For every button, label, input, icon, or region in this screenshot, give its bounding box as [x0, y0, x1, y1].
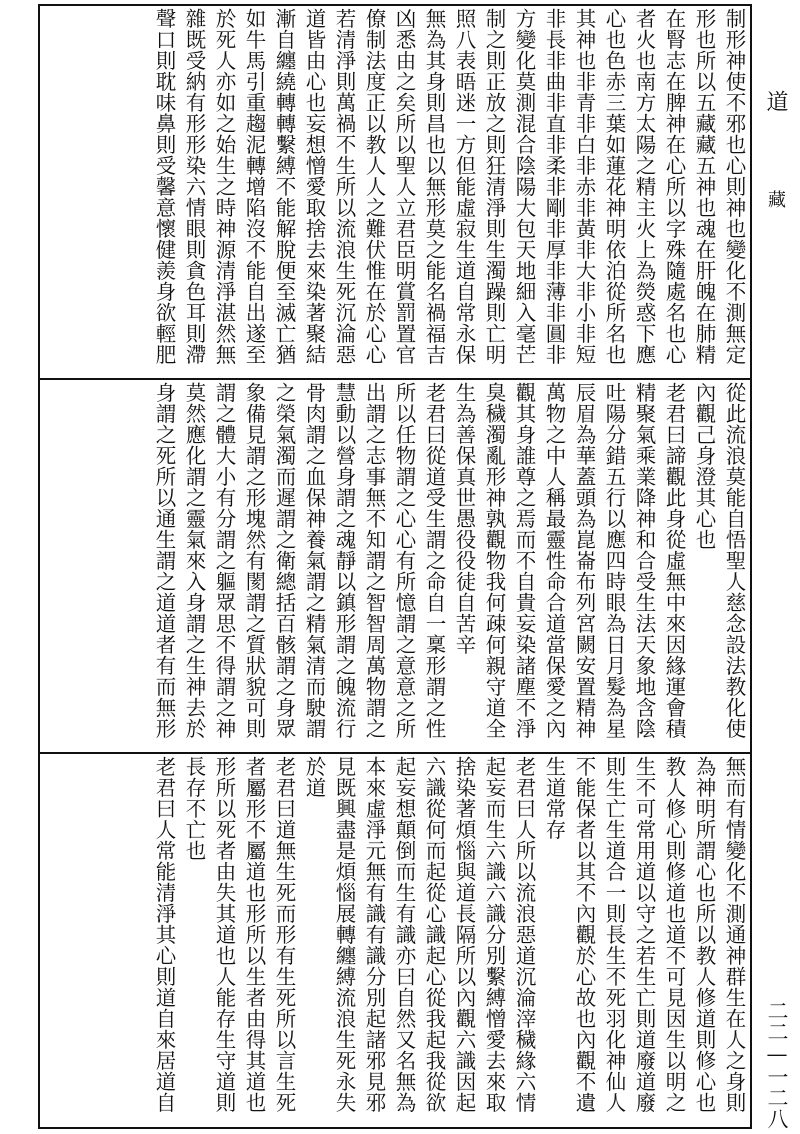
text-column: 所以任物謂之心心有所憶謂之意意之所 [392, 382, 416, 739]
text-panel-bottom [42, 756, 748, 1126]
text-column: 六識從何而起從心識起心從我起我從欲 [422, 756, 446, 1113]
panel-divider-1 [38, 378, 752, 380]
text-column: 老君曰人常能清淨其心則道自來居道自 [152, 756, 176, 1113]
text-column: 出謂之志事無不知謂之智智周萬物謂之 [362, 382, 386, 739]
text-column: 見既興盡是煩惱展轉纏縛流浪生死永失 [332, 756, 356, 1113]
text-column: 辰眉為華蓋頭為崑崙布列宮闕安置精神 [572, 382, 596, 739]
text-column: 老君曰諦觀此身從虛無中來因緣運會積 [662, 382, 686, 739]
text-column: 無為其身則昌也以無形莫之能名禍福吉 [422, 8, 446, 365]
text-column: 形也所以五藏藏五神也魂在肝魄在肺精 [692, 8, 716, 365]
text-column: 不能保者以其不內觀於心故也內觀不遺 [572, 756, 596, 1113]
text-column: 形所以死者由失其道也人能存生守道則 [212, 756, 236, 1113]
text-column: 莫然應化謂之靈氣來入身謂之生神去於 [182, 382, 206, 739]
text-column: 漸自纏繞轉轉繫縛不能解脫便至滅亡猶 [272, 8, 296, 365]
side-title: 道 [763, 90, 788, 112]
text-column: 於道 [302, 756, 326, 798]
text-column: 從此流浪莫能自悟聖人慈念設法教化使 [722, 382, 746, 739]
text-column: 制形神使不邪也心則神也變化不測無定 [722, 8, 746, 365]
text-panel-top [42, 8, 748, 374]
text-column: 若清淨則萬禍不生所以流浪生死沉淪惡 [332, 8, 356, 365]
text-column: 生道常存 [542, 756, 566, 840]
text-column: 制之則正放之則狂清淨則生濁躁則亡明 [482, 8, 506, 365]
text-column: 謂之體大小有分謂之軀眾思不得謂之神 [212, 382, 236, 739]
text-column: 在腎志在脾神在心所以字殊隨處名也心 [662, 8, 686, 365]
text-column: 無而有情變化不測通神群生在人之身則 [722, 756, 746, 1113]
text-column: 起妄而生六識六識分別繫縛憎愛去來取 [482, 756, 506, 1113]
text-column: 老君曰從道受生謂之命自一稟形謂之性 [422, 382, 446, 739]
text-column: 內觀己身澄其心也 [692, 382, 716, 550]
text-column: 凶悉由之矣所以聖人立君臣明賞罰置官 [392, 8, 416, 365]
text-column: 道皆由心也妄想憎愛取捨去來染著聚結 [302, 8, 326, 365]
text-column: 身謂之死所以通生謂之道道者有而無形 [152, 382, 176, 739]
text-column: 者屬形不屬道也形所以生者由得其道也 [242, 756, 266, 1113]
text-column: 照八表晤迷一方但能虛寂生道自常永保 [452, 8, 476, 365]
text-column: 本來虛淨元無有識有識分別起諸邪見邪 [362, 756, 386, 1113]
text-column: 雜既受納有形形染六情眼則貪色耳則滯 [182, 8, 206, 365]
text-column: 慧動以營身謂之魂靜以鎮形謂之魄流行 [332, 382, 356, 739]
text-column: 老君曰人所以流浪惡道沉淪滓穢緣六情 [512, 756, 536, 1113]
text-column: 精聚氣乘業降神和合受生法天象地含陰 [632, 382, 656, 739]
text-column: 則生亡生道合一則長生不死羽化神仙人 [602, 756, 626, 1113]
text-column: 僚制法度正以教人人之難伏惟在於心心 [362, 8, 386, 365]
text-column: 捨染著煩惱與道長隔所以內觀六識因起 [452, 756, 476, 1113]
text-column: 起妄想顛倒而生有識亦曰自然又名無為 [392, 756, 416, 1113]
text-column: 者火也南方太陽之精主火上為熒惑下應 [632, 8, 656, 365]
text-column: 長存不亡也 [182, 756, 206, 861]
text-column: 臭穢濁亂形神孰觀物我何疎何親守道全 [482, 382, 506, 739]
panel-divider-2 [38, 752, 752, 754]
page-number: 二二—一二八 [765, 1000, 789, 1129]
text-column: 為神明所謂心也所以教人修道則修心也 [692, 756, 716, 1113]
text-column: 象備見謂之形塊然有閡謂之質狀貌可則 [242, 382, 266, 739]
text-panel-middle [42, 382, 748, 748]
text-column: 如牛馬引重趨泥轉增陷沒不能自出遂至 [242, 8, 266, 365]
side-volume: 藏 [765, 190, 786, 208]
text-column: 於死人亦如之始生之時神源清淨湛然無 [212, 8, 236, 365]
text-column: 骨肉謂之血保神養氣謂之精氣清而駛謂 [302, 382, 326, 739]
text-column: 其神也非青非白非赤非黃非大非小非短 [572, 8, 596, 365]
text-column: 方變化莫測混合陰陽大包天地細入毫芒 [512, 8, 536, 365]
text-column: 萬物之中人稱最靈性命合道當保愛之內 [542, 382, 566, 739]
text-column: 之榮氣濁而遲謂之衛總括百骸謂之身眾 [272, 382, 296, 739]
text-column: 生為善保真世愚役役徒自苦辛 [452, 382, 476, 655]
text-column: 教人修心則修道也道不可見因生以明之 [662, 756, 686, 1113]
text-column: 心也色赤三葉如蓮花神明依泊從所名也 [602, 8, 626, 365]
text-column: 非長非曲非直非柔非剛非厚非薄非圓非 [542, 8, 566, 365]
text-column: 吐陽分錯五行以應四時眼為日月髮為星 [602, 382, 626, 739]
text-column: 觀其身誰尊之焉而不自貴妄染諸塵不淨 [512, 382, 536, 739]
text-column: 老君曰道無生死而形有生死所以言生死 [272, 756, 296, 1113]
text-column: 聲口則耽味鼻則受馨意懷健羨身欲輕肥 [152, 8, 176, 365]
text-column: 生不可常用道以守之若生亡則道廢道廢 [632, 756, 656, 1113]
